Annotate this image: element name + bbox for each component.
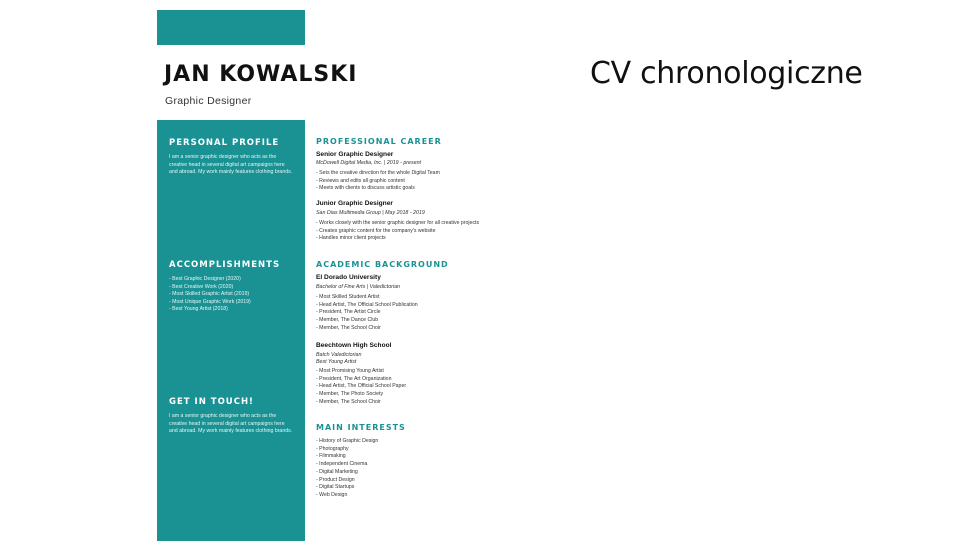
list-item: - Works closely with the senior graphic designer for all creative projects [316,220,480,226]
job-title: Senior Graphic Designer [316,151,394,158]
profile-text: I am a senior graphic designer who acts as the creative head in several digital art campaigns here and abroad. My work mainly features clothing brands. [169,154,293,176]
career-heading: PROFESSIONAL CAREER [316,137,442,146]
interests-list [316,438,378,500]
list-item: - Head Artist, The Official School Paper [316,383,407,390]
school-subtitle: Batch Valedictorian [316,352,362,358]
list-item: - Member, The Photo Society [316,391,384,398]
list-item: - Member, The School Choir [316,324,381,331]
school-items [316,294,418,333]
list-item: - Filmmaking [316,453,346,460]
list-item: - Most Unique Graphic Work (2019) [169,298,251,305]
list-item: - Digital Startups [316,484,355,491]
cv-sidebar [157,120,305,541]
job-duties [316,170,440,193]
contact-heading: GET IN TOUCH! [169,397,254,407]
contact-text: I am a senior graphic designer who acts as the creative head in several digital art campaigns here and abroad. My work mainly features clothing brands. [169,413,293,435]
list-item: - President, The Art Organization [316,375,392,382]
job-subtitle: San Dias Multimedia Group | May 2018 - 2019 [316,210,425,216]
school-title: El Dorado University [316,274,381,281]
list-item: - Reviews and edits all graphic content [316,177,405,184]
school-items [316,368,406,407]
list-item: - Web Design [316,491,348,498]
slide-title: CV chronologiczne [590,56,863,91]
list-item: - Most Skilled Graphic Artist (2019) [169,291,250,298]
profile-heading: PERSONAL PROFILE [169,138,280,148]
list-item: - Product Design [316,476,355,483]
job-duties [316,220,479,243]
school-subtitle: Best Young Artist [316,359,357,365]
school-subtitle: Bachelor of Fine Arts | Valedictorian [316,284,401,290]
academic-heading: ACADEMIC BACKGROUND [316,260,449,269]
list-item: - Handles minor client projects [316,235,386,242]
interests-heading: MAIN INTERESTS [316,423,406,432]
list-item: - Creates graphic content for the company's website [316,227,436,234]
accomplishments-list [169,276,251,314]
job-subtitle: McDowell Digital Media, Inc. | 2019 - present [316,160,422,166]
list-item: - History of Graphic Design [316,438,379,444]
list-item: - Best Young Artist (2018) [169,306,228,313]
accomplishments-heading: ACCOMPLISHMENTS [169,260,281,270]
list-item: - Independent Cinema [316,461,368,468]
list-item: - Sets the creative direction for the whole Digital Team [316,170,440,176]
list-item: - Most Skilled Student Artist [316,294,380,300]
cv-role: Graphic Designer [165,95,252,107]
list-item: - Best Creative Work (2020) [169,283,234,290]
list-item: - Member, The School Choir [316,398,381,405]
school-title: Beechtown High School [316,342,392,349]
list-item: - President, The Artist Circle [316,309,381,316]
list-item: - Photography [316,445,349,452]
list-item: - Meets with clients to discuss artistic goals [316,185,415,192]
list-item: - Digital Marketing [316,468,358,475]
list-item: - Head Artist, The Official School Publication [316,301,418,308]
job-title: Junior Graphic Designer [316,200,393,207]
list-item: - Best Graphic Designer (2020) [169,276,241,282]
list-item: - Most Promising Young Artist [316,368,384,374]
list-item: - Member, The Dance Club [316,317,379,324]
cv-top-accent-bar [157,10,305,45]
cv-name: JAN KOWALSKI [164,62,358,87]
